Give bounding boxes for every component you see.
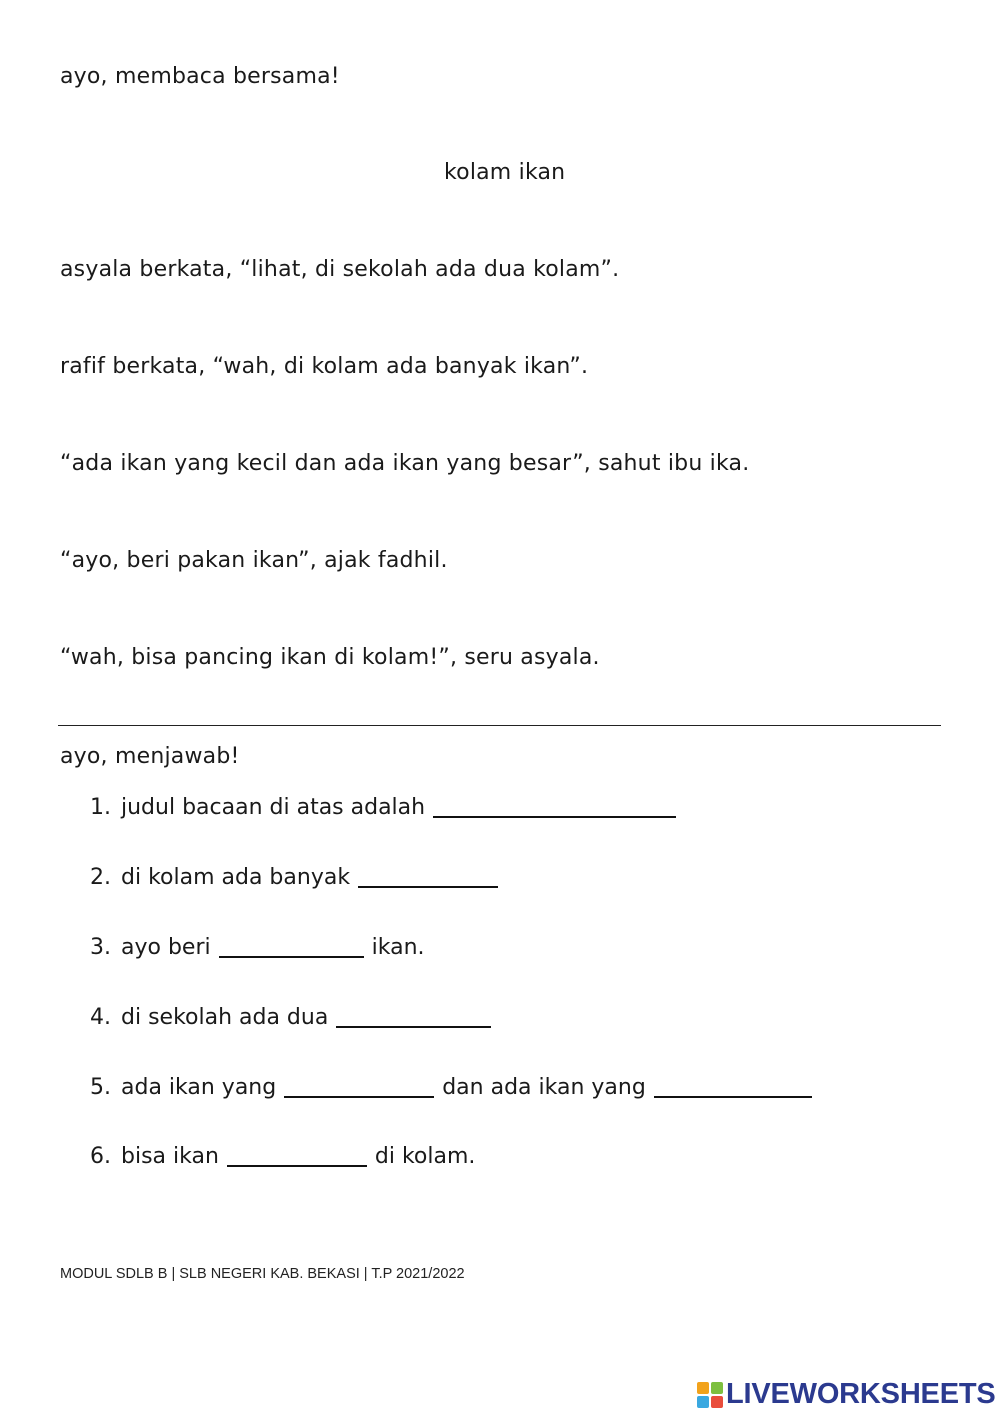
answer-blank-5b[interactable] [654,1076,812,1098]
reading-intro: ayo, membaca bersama! [60,64,340,89]
question-number: 6. [90,1144,111,1169]
question-1 [90,792,684,820]
questions-intro: ayo, menjawab! [60,744,240,769]
question-2 [90,862,506,890]
mark-square [711,1396,723,1408]
question-6 [90,1141,475,1169]
question-3 [90,932,425,960]
question-text: bisa ikan [121,1144,219,1169]
liveworksheets-mark-icon [697,1382,723,1408]
story-sentence: asyala berkata, “lihat, di sekolah ada dua kolam”. [60,257,620,282]
story-sentence: “ada ikan yang kecil dan ada ikan yang besar”, sahut ibu ika. [60,451,750,476]
answer-blank-1[interactable] [433,796,676,818]
section-divider [58,725,941,726]
liveworksheets-wordmark: LIVEWORKSHEETS [726,1378,996,1410]
question-text: di sekolah ada dua [121,1005,329,1030]
mark-square [697,1382,709,1394]
story-sentence: rafif berkata, “wah, di kolam ada banyak ikan”. [60,354,589,379]
answer-blank-3[interactable] [219,936,364,958]
question-number: 5. [90,1075,111,1100]
story-sentence: “wah, bisa pancing ikan di kolam!”, seru asyala. [60,645,600,670]
question-text: ikan. [371,935,425,960]
question-text: ayo beri [121,935,211,960]
question-text: judul bacaan di atas adalah [121,795,426,820]
question-text: dan ada ikan yang [442,1075,646,1100]
question-number: 2. [90,865,111,890]
question-number: 3. [90,935,111,960]
liveworksheets-logo[interactable] [697,1378,996,1411]
question-text: di kolam. [374,1144,476,1169]
answer-blank-5a[interactable] [284,1076,434,1098]
answer-blank-2[interactable] [358,866,498,888]
page-footer: MODUL SDLB B | SLB NEGERI KAB. BEKASI | T.P 2021/2022 [60,1266,465,1282]
answer-blank-6[interactable] [227,1145,367,1167]
story-title: kolam ikan [444,160,566,185]
mark-square [697,1396,709,1408]
question-text: di kolam ada banyak [121,865,351,890]
mark-square [711,1382,723,1394]
question-5 [90,1072,820,1100]
answer-blank-4[interactable] [336,1006,491,1028]
question-text: ada ikan yang [121,1075,277,1100]
question-number: 4. [90,1005,111,1030]
story-sentence: “ayo, beri pakan ikan”, ajak fadhil. [60,548,448,573]
question-4 [90,1002,499,1030]
question-number: 1. [90,795,111,820]
